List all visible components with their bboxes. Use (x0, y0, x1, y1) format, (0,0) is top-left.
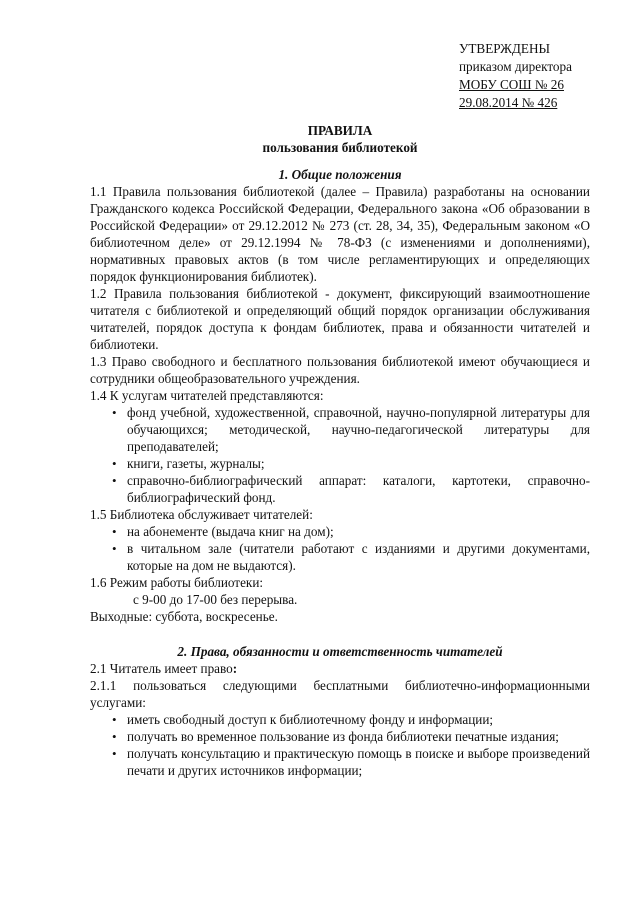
list-item: • получать во временное пользование из фонда библиотеки печатные издания; (90, 728, 590, 745)
paragraph-1-5: 1.5 Библиотека обслуживает читателей: (90, 507, 313, 522)
list-item: • справочно-библиографический аппарат: каталоги, картотеки, справочно-библиографический фонд. (90, 472, 590, 506)
title-main: ПРАВИЛА (307, 123, 373, 138)
paragraph-2-1 (90, 660, 590, 677)
list-item: • фонд учебной, художественной, справочной, научно-популярной литературы для обучающихся; методической, научно-педагогической литературы для преподавателей; (90, 404, 590, 455)
section-2-heading: 2. Права, обязанности и ответственность читателей (177, 644, 503, 659)
title-sub: пользования библиотекой (262, 140, 418, 155)
paragraph-1-6: 1.6 Режим работы библиотеки: (90, 575, 264, 590)
document-body (90, 122, 590, 779)
list-item: • иметь свободный доступ к библиотечному фонду и информации; (90, 711, 590, 728)
list-1-5 (90, 523, 590, 574)
paragraph-2-1-text: 2.1 Читатель имеет право (90, 661, 233, 676)
list-item: • получать консультацию и практическую помощь в поиске и выборе произведений печати и других источников информации; (90, 745, 590, 779)
paragraph-1-3: 1.3 Право свободного и бесплатного пользования библиотекой имеют обучающиеся и сотрудники общеобразовательного учреждения. (90, 354, 590, 386)
approval-block (459, 40, 629, 112)
days-off: Выходные: суббота, воскресенье. (90, 609, 278, 624)
approval-line-3: МОБУ СОШ № 26 (459, 77, 564, 92)
paragraph-1-1: 1.1 Правила пользования библиотекой (далее – Правила) разработаны на основании Гражданского кодекса Российской Федерации, Федерального закона «Об образовании в Российской Федерации» от 29.12.2012 № 273 (ст. 28, 34, 35), Федеральным законом «О библиотечном деле» от 29.12.1994 № 78-ФЗ (с изменениями и дополнениями), нормативных правовых актов (в том числе регламентирующих и определяющих порядок функционирования библиотек). (90, 184, 590, 284)
list-2-1-1 (90, 711, 590, 779)
approval-line-4: 29.08.2014 № 426 (459, 95, 558, 110)
paragraph-1-4: 1.4 К услугам читателей представляются: (90, 388, 324, 403)
section-1-heading: 1. Общие положения (278, 167, 402, 182)
list-item: • на абонементе (выдача книг на дом); (90, 523, 590, 540)
document-title (90, 122, 590, 156)
paragraph-2-1-1: 2.1.1 пользоваться следующими бесплатными библиотечно-информационными услугами: (90, 678, 590, 710)
paragraph-2-1-colon: : (232, 661, 238, 676)
list-item: • в читальном зале (читатели работают с изданиями и другими документами, которые на дом не выдаются). (90, 540, 590, 574)
approval-line-2: приказом директора (459, 59, 572, 74)
list-1-4 (90, 404, 590, 506)
approval-line-1: УТВЕРЖДЕНЫ (459, 41, 551, 56)
paragraph-1-2: 1.2 Правила пользования библиотекой - документ, фиксирующий взаимоотношение читателя с библиотекой и определяющий общий порядок организации обслуживания читателей, порядок доступа к фондам библиотек, права и обязанности читателей и библиотеки. (90, 286, 590, 352)
working-hours: с 9-00 до 17-00 без перерыва. (133, 592, 298, 607)
list-item: • книги, газеты, журналы; (90, 455, 590, 472)
